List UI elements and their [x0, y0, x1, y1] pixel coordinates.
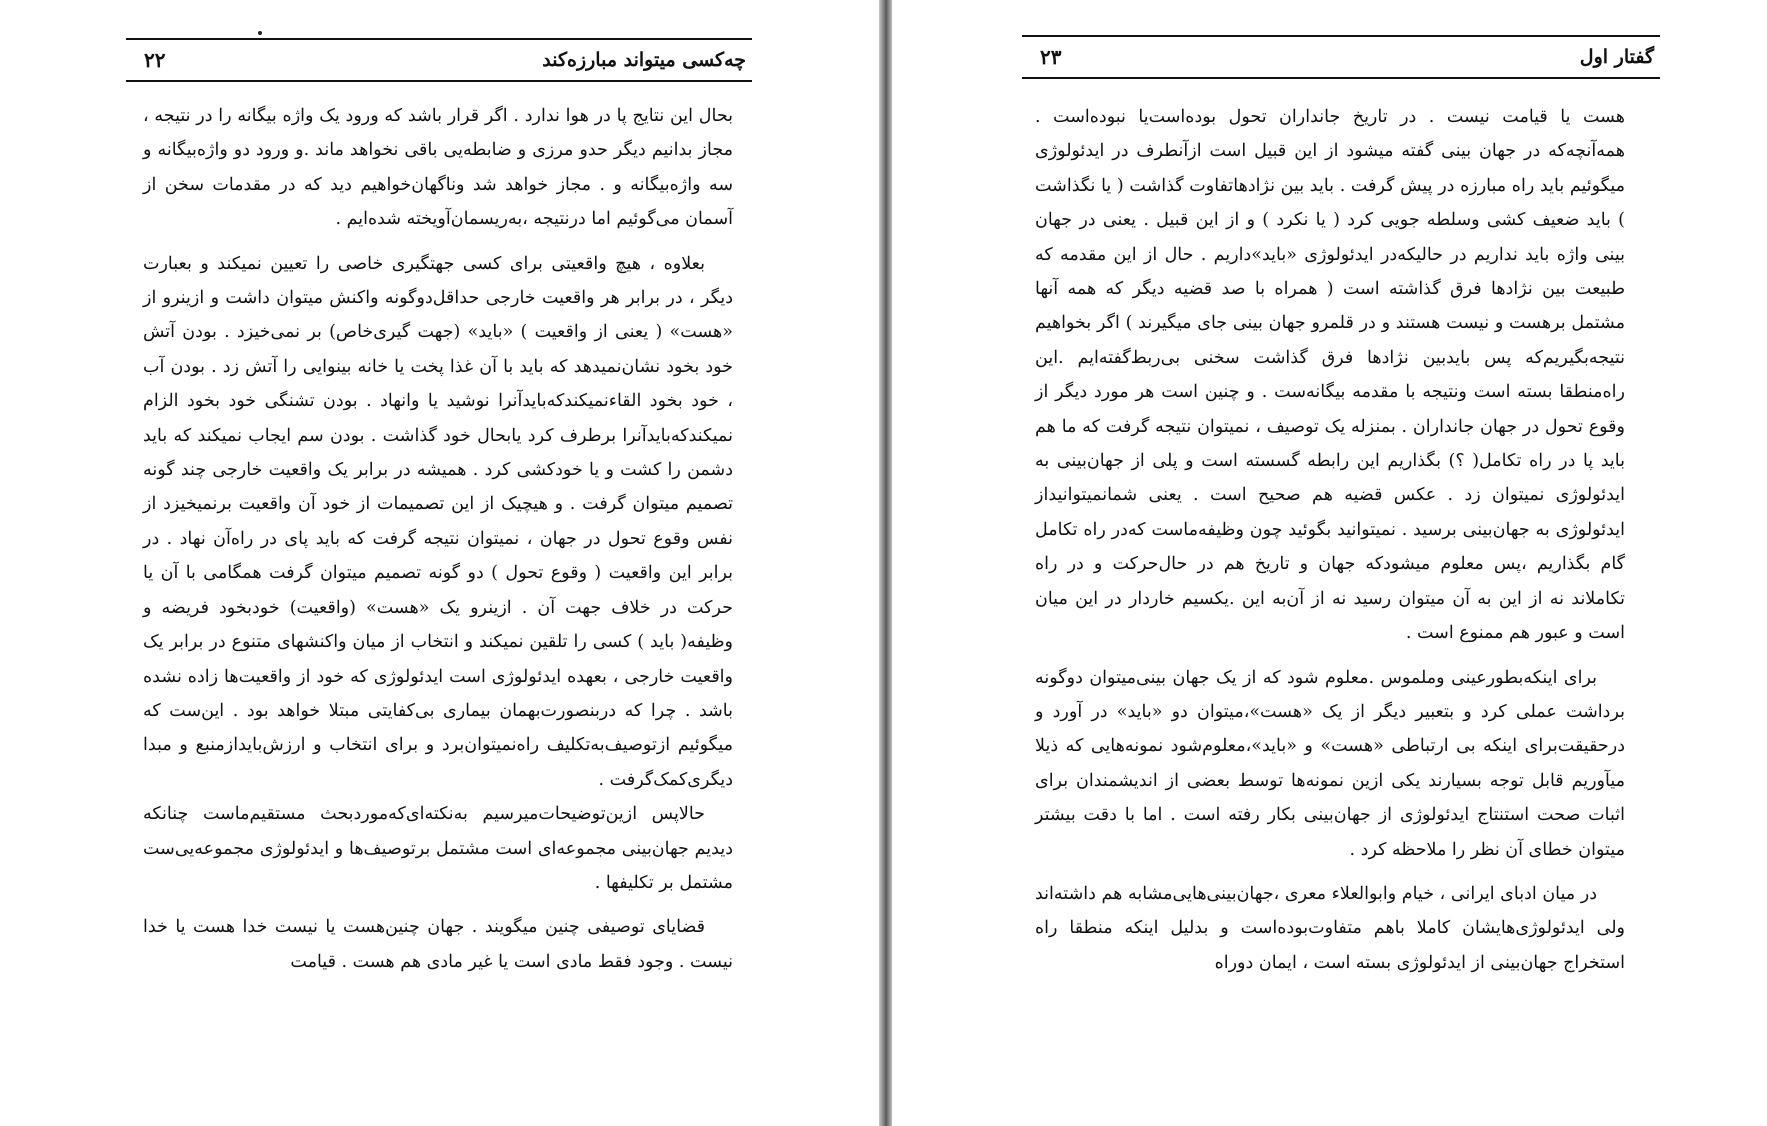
right-page-header: [1022, 35, 1660, 79]
paragraph: قضایای توصیفی چنین میگویند . جهان چنین‌هست یا نیست خدا هست یا خدا نیست . وجود فقط مادی است یا غیر مادی هم هست . قیامت: [143, 917, 733, 972]
running-title: چه‌کسی میتواند مبارزه‌کند: [542, 49, 746, 71]
left-page-header: [126, 38, 752, 82]
book-gutter: [879, 0, 892, 1126]
paragraph: حالاپس ازین‌توضیحات‌میرسیم به‌نکته‌ای‌که‌مورد‌بحث مستقیم‌ماست چنانکه دیدیم جهان‌بینی مجموعه‌ای است مشتمل برتوصیف‌ها و ایدئولوژی مجموعه‌یی‌ست مشتمل بر تکلیفها .: [143, 804, 733, 893]
paragraph: در میان ادبای ایرانی ، خیام وابوالعلاء معری ،جهان‌بینی‌هایی‌مشابه هم داشته‌اند ولی ایدئولوژی‌هایشان کاملا باهم متفاوت‌بوده‌است و بدلیل اینکه منطقا راه استخراج جهان‌بینی از ایدئولوژی بسته است ، ایمان دوراه: [1035, 883, 1625, 973]
print-speck: [258, 31, 262, 35]
right-page-body: [1035, 100, 1625, 980]
page-number: ۲۳: [1040, 45, 1062, 69]
running-title: گفتار اول: [1579, 46, 1654, 68]
left-page-body: [143, 99, 733, 979]
left-page: [0, 0, 879, 1126]
paragraph: برای اینکه‌بطورعینی وملموس .معلوم شود که از یک جهان بینی‌میتوان دوگونه برداشت عملی کرد و بتعبیر دیگر از یک «هست»،میتوان دو «باید» در آورد و درحقیقت‌برای اینکه بی ارتباطی «هست» و «باید»،معلوم‌شود نمونه‌هایی که ذیلا میآوریم قابل توجه بسیارند یکی ازین نمونه‌ها توسط بعضی از اندیشمندان برای اثبات صحت استنتاج ایدئولوژی از جهان‌بینی بکار رفته است . اما با دقت بیشتر میتوان خطای آن نظر را ملاحظه کرد .: [1035, 667, 1625, 860]
paragraph: بعلاوه ، هیچ واقعیتی برای کسی جهتگیری خاصی را تعیین نمیکند و بعبارت دیگر ، در برابر هر واقعیت خارجی حداقل‌دوگونه واکنش میتوان داشت و ازینرو از «هست» ( یعنی از واقعیت ) «باید» (جهت گیری‌خاص) بر نمی‌خیزد . بودن آتش خود بخود نشان‌نمیدهد که باید با آن غذا پخت یا خانه بینوایی را آتش زد . بودن آب ، خود بخود القاءنمیکندکه‌بایدآنرا نوشید یا وانهاد . بودن تشنگی خود بخود الزام نمیکندکه‌بایدآنرا برطرف کرد یابحال خود گذاشت . بودن سم ایجاب نمیکند که باید دشمن را کشت و یا خودکشی کرد . همیشه در برابر یک واقعیت خارجی چند گونه تصمیم میتوان گرفت . و هیچیک از این تصمیمات از خود آن واقعیت برنمیخیزد از نفس وقوع تحول در جهان ، نمیتوان نتیجه گرفت که باید پای در راه‌آن نهاد . در برابر این واقعیت ( وقوع تحول ) دو گونه تصمیم میتوان گرفت همگامی با آن یا حرکت در خلاف جهت آن . ازینرو یک «هست» (واقعیت) خودبخود فریضه و وظیفه( باید ) کسی را تلقین نمیکند و انتخاب از میان واکنشهای متنوع در برابر یک واقعیت خارجی ، بعهده ایدئولوژی است ایدئولوژی که خود از واقعیت‌ها زاده نشده باشد . چرا که دربنصورت‌بهمان بیماری بی‌کفایتی مبتلا خواهد بود . این‌ست که میگوئیم ازتوصیف‌به‌تکلیف راه‌نمیتوان‌برد و برای انتخاب و ارزش‌بایدازمنبع و مبدا دیگری‌کمک‌گرفت .: [143, 253, 733, 790]
paragraph: بحال این نتایج پا در هوا ندارد . اگر قرار باشد که ورود یک واژه بیگانه را در نتیجه ، مجاز بدانیم دیگر حدو مرزی و ضابطه‌یی باقی نخواهد ماند .و ورود دو واژه‌بیگانه و سه واژه‌بیگانه و . مجاز خواهد شد وناگهان‌خواهیم دید که در مقدمات سخن از آسمان می‌گوئیم اما درنتیجه ،به‌ریسمان‌آویخته شده‌ایم .: [143, 106, 733, 230]
page-number: ۲۲: [144, 48, 166, 72]
right-page: [892, 0, 1767, 1126]
paragraph: هست یا قیامت نیست . در تاریخ جانداران تحول بوده‌است‌یا نبوده‌است . همه‌آنچه‌که در جهان بینی گفته میشود از این قبیل است ازآنطرف در ایدئولوژی میگوئیم باید راه مبارزه در پیش گرفت . باید بین نژادهاتفاوت گذاشت ( یا نگذاشت ) باید ضعیف کشی وسلطه جویی کرد ( یا نکرد ) و از این قبیل . یعنی در جهان بینی واژه باید نداریم در حالیکه‌در ایدئولوژی «باید»داریم . حال از این مقدمه که طبیعت بین نژادها فرق گذاشته است ( همراه با صد قضیه دیگر که همه آنها مشتمل برهست و نیست هستند و در قلمرو جهان بینی جای میگیرند ) اگر بخواهیم نتیجه‌بگیریم‌که پس بایدبین نژادها فرق گذاشت سخنی بی‌ربط‌گفته‌ایم .این راه‌منطقا بسته است ونتیجه با مقدمه بیگانه‌ست . و چنین است هر مورد دیگر از وقوع تحول در جهان جانداران . بمنزله یک توصیف ، نمیتوان نتیجه گرفت که ما هم باید پا در راه تکامل( ؟) بگذاریم این رابطه گسسته است و پلی از جهان‌بینی به ایدئولوژی نمیتوان زد . عکس قضیه هم صحیح است . یعنی شمانمیتوانیداز ایدئولوژی به جهان‌بینی برسید . نمیتوانید بگوئید چون وظیفه‌ماست که‌در راه تکامل گام بگذاریم ،پس معلوم میشودکه جهان و تاریخ هم در حال‌حرکت و در راه تکاملاند نه از این به آن میتوان رسید نه از آن‌به این .یکسیم خاردار در این میان است و عبور هم ممنوع است .: [1035, 107, 1625, 644]
